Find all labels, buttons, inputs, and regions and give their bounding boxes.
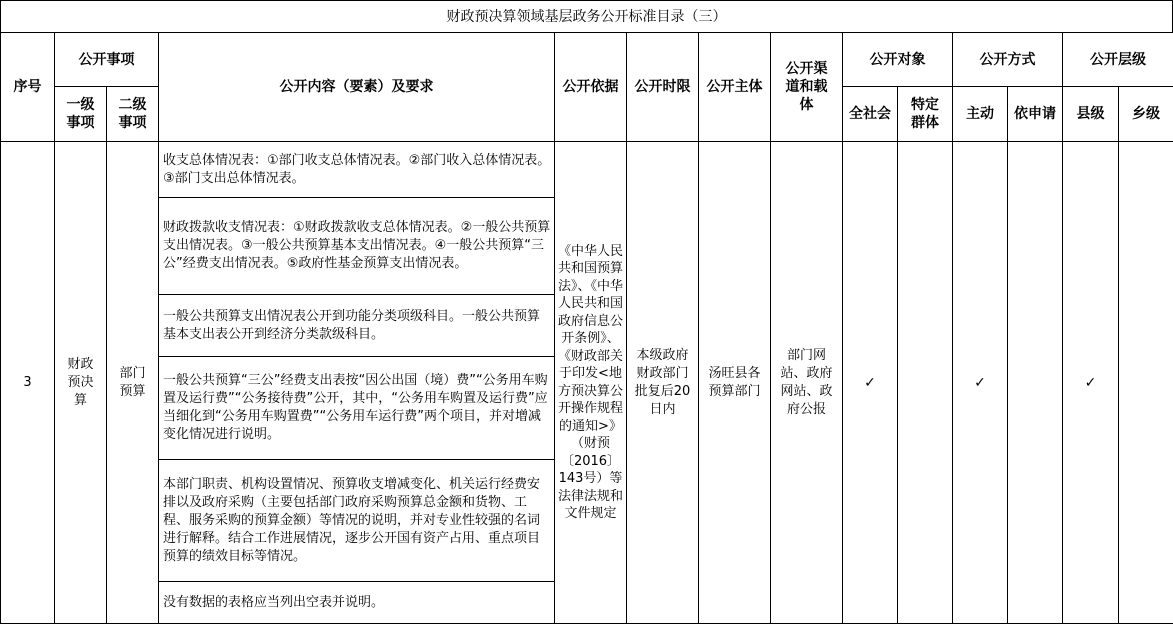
row-item-l1: 财政预决算 xyxy=(55,142,107,624)
catalog-table xyxy=(0,32,1173,624)
content-item: 一般公共预算支出情况表公开到功能分类项级科目。一般公共预算基本支出表公开到经济分类款级科目。 xyxy=(159,295,555,357)
row-item-l2: 部门预算 xyxy=(107,142,159,624)
header-row-1 xyxy=(1,33,1173,87)
header-mode-active: 主动 xyxy=(953,87,1008,142)
header-item-l1: 一级事项 xyxy=(55,87,107,142)
table-row xyxy=(1,142,1173,198)
content-item: 本部门职责、机构设置情况、预算收支增减变化、机关运行经费安排以及政府采购（主要包括部门政府采购预算总金额和货物、工程、服务采购的预算金额）等情况的说明，并对专业性较强的名词进行解释。结合工作进展情况，逐步公开国有资产占用、重点项目预算的绩效目标等情况。 xyxy=(159,460,555,582)
check-mode-request xyxy=(1008,142,1063,624)
row-seq: 3 xyxy=(1,142,55,624)
check-level-county: ✓ xyxy=(1063,142,1119,624)
table-title: 财政预决算领域基层政务公开标准目录（三） xyxy=(0,0,1173,32)
header-mode: 公开方式 xyxy=(953,33,1063,87)
check-mode-active: ✓ xyxy=(953,142,1008,624)
header-mode-request: 依申请 xyxy=(1008,87,1063,142)
header-time-limit: 公开时限 xyxy=(627,33,699,142)
header-channel: 公开渠道和载体 xyxy=(771,33,843,142)
header-audience-all: 全社会 xyxy=(843,87,898,142)
header-seq: 序号 xyxy=(1,33,55,142)
header-content: 公开内容（要素）及要求 xyxy=(159,33,555,142)
row-time-limit: 本级政府财政部门批复后20日内 xyxy=(627,142,699,624)
header-level-township: 乡级 xyxy=(1119,87,1173,142)
check-audience-specific xyxy=(898,142,953,624)
header-level: 公开层级 xyxy=(1063,33,1173,87)
header-audience: 公开对象 xyxy=(843,33,953,87)
row-basis: 《中华人民共和国预算法》、《中华人民共和国政府信息公开条例》、《财政部关于印发<地方预决算公开操作规程的通知>》（财预〔2016〕143号）等法律法规和文件规定 xyxy=(555,142,627,624)
header-basis: 公开依据 xyxy=(555,33,627,142)
header-level-county: 县级 xyxy=(1063,87,1119,142)
check-audience-all: ✓ xyxy=(843,142,898,624)
header-audience-specific: 特定群体 xyxy=(898,87,953,142)
check-level-township xyxy=(1119,142,1173,624)
content-item: 没有数据的表格应当列出空表并说明。 xyxy=(159,582,555,624)
content-item: 一般公共预算“三公”经费支出表按“因公出国（境）费”“公务用车购置及运行费”“公务接待费”公开，其中，“公务用车购置及运行费”应当细化到“公务用车购置费”“公务用车运行费”两个项目，并对增减变化情况进行说明。 xyxy=(159,357,555,460)
header-item-l2: 二级事项 xyxy=(107,87,159,142)
content-item: 财政拨款收支情况表：①财政拨款收支总体情况表。②一般公共预算支出情况表。③一般公共预算基本支出情况表。④一般公共预算“三公”经费支出情况表。⑤政府性基金预算支出情况表。 xyxy=(159,198,555,295)
row-subject: 汤旺县各预算部门 xyxy=(699,142,771,624)
header-item: 公开事项 xyxy=(55,33,159,87)
header-subject: 公开主体 xyxy=(699,33,771,142)
row-channel: 部门网站、政府网站、政府公报 xyxy=(771,142,843,624)
content-item: 收支总体情况表：①部门收支总体情况表。②部门收入总体情况表。③部门支出总体情况表。 xyxy=(159,142,555,198)
